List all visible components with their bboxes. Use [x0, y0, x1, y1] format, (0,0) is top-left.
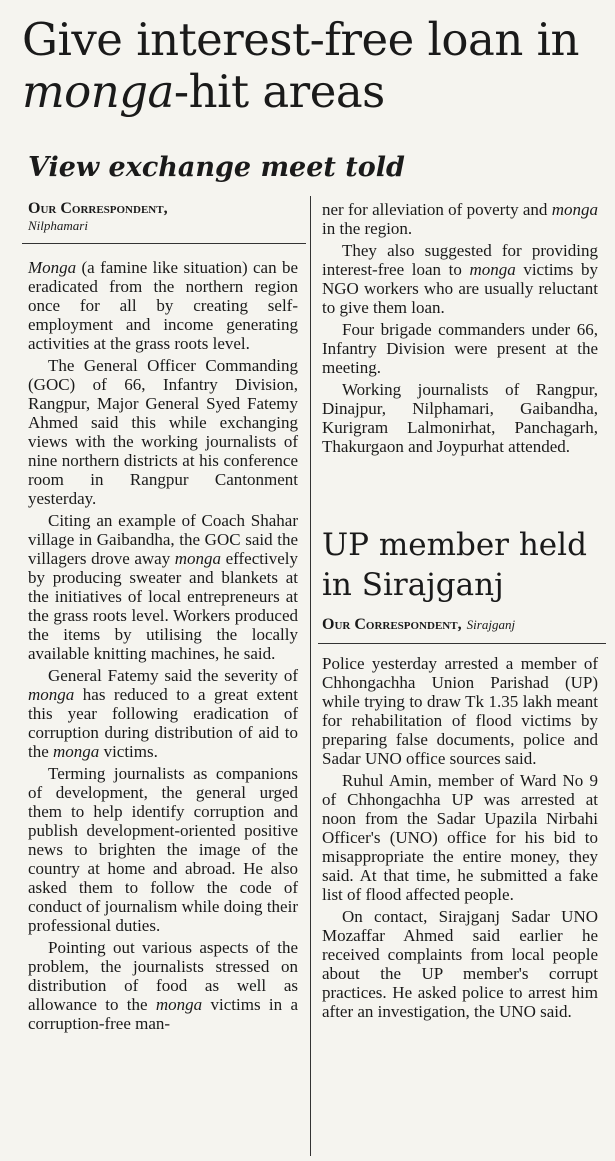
- paragraph-text: victims in a corruption-free man-: [28, 995, 298, 1033]
- headline-text-1: Give interest-free loan in: [22, 13, 580, 66]
- paragraph-text: has reduced to a great extent this year following eradication of corruption during distribution of aid to the: [28, 685, 298, 761]
- paragraph: Police yesterday arrested a member of Chhongachha Union Parishad (UP) while trying to draw Tk 1.35 lakh meant for rehabilitation of flood victims by preparing false documents, police and Sadar UNO office sources said.: [322, 654, 598, 768]
- article2-headline: UP member held in Sirajganj: [322, 527, 587, 603]
- paragraph: [322, 200, 598, 238]
- paragraph: The General Officer Commanding (GOC) of 66, Infantry Division, Rangpur, Major General Syed Fatemy Ahmed said this while exchanging views with the working journalists of nine northern districts at his conference room in Rangpur Cantonment yesterday.: [28, 356, 298, 508]
- headline-italic-word: monga: [22, 65, 174, 118]
- italic-word: monga: [53, 742, 100, 761]
- paragraph-text: Pointing out various aspects of the problem, the journalists stressed on distribution of food as well as allowance to the: [28, 938, 298, 1014]
- italic-word: monga: [155, 995, 203, 1014]
- article1-headline: [22, 14, 607, 118]
- paragraph-text: victims by NGO workers who are usually reluctant to give them loan.: [322, 260, 598, 317]
- paragraph: On contact, Sirajganj Sadar UNO Mozaffar Ahmed said earlier he received complaints from local people about the UP member's corrupt practices. He asked police to arrest him after an investigation, the UNO said.: [322, 907, 598, 1021]
- paragraph: [28, 666, 298, 761]
- article2-dateline: Sirajganj: [466, 617, 516, 632]
- article1-subhead: View exchange meet told: [28, 152, 405, 183]
- article1-column-right: [322, 200, 598, 459]
- paragraph: [28, 511, 298, 663]
- paragraph: [28, 938, 298, 1033]
- paragraph-text: They also suggested for providing interest-free loan to: [322, 241, 598, 279]
- article1-byline: Our Correspondent,: [28, 200, 168, 217]
- paragraph: Working journalists of Rangpur, Dinajpur, Nilphamari, Gaibandha, Kurigram Lalmonirhat, Panchagarh, Thakurgaon and Joypurhat attended.: [322, 380, 598, 456]
- paragraph-text: victims.: [99, 742, 158, 761]
- headline-text-2: -hit areas: [173, 65, 385, 118]
- divider: [22, 243, 306, 244]
- paragraph: [28, 258, 298, 353]
- paragraph-text: effectively by producing sweater and blankets at the initiatives of local entrepreneurs at the grass roots level. Workers produced the items by utilising the locally available knitting machines, he said.: [28, 549, 298, 663]
- italic-word: Monga: [28, 258, 77, 277]
- italic-word: monga: [174, 549, 222, 568]
- article1-dateline: Nilphamari: [28, 218, 88, 233]
- divider: [318, 643, 606, 644]
- article1-column-left: [28, 258, 298, 1036]
- paragraph: Terming journalists as companions of development, the general urged them to help identify corruption and publish development-oriented positive news to brighten the image of the country at home and abroad. He also asked them to follow the code of conduct of journalism while doing their professional duties.: [28, 764, 298, 935]
- paragraph-text: in the region.: [322, 219, 413, 238]
- article2-body: [322, 654, 598, 1024]
- italic-word: monga: [469, 260, 516, 279]
- paragraph-text: General Fatemy said the severity of: [48, 666, 298, 685]
- article1-byline-block: [28, 200, 306, 234]
- paragraph: Ruhul Amin, member of Ward No 9 of Chhongachha UP was arrested at noon from the Sadar Upazila Nirbahi Officer's (UNO) office for his bid to misappropriate the entire money, they said. At that time, he submitted a fake list of flood affected people.: [322, 771, 598, 904]
- column-divider: [310, 196, 311, 1156]
- italic-word: monga: [551, 200, 598, 219]
- paragraph-text: Citing an example of Coach Shahar village in Gaibandha, the GOC said the villagers drove away: [28, 511, 298, 568]
- article2-byline-block: [322, 614, 608, 634]
- article2-byline: Our Correspondent,: [322, 616, 462, 633]
- paragraph: [322, 241, 598, 317]
- paragraph-text: ner for alleviation of poverty and: [322, 200, 552, 219]
- paragraph: Four brigade commanders under 66, Infantry Division were present at the meeting.: [322, 320, 598, 377]
- paragraph-text: (a famine like situation) can be eradicated from the northern region once for all by creating self-employment and income generating activities at the grass roots level.: [28, 258, 298, 353]
- italic-word: monga: [28, 685, 75, 704]
